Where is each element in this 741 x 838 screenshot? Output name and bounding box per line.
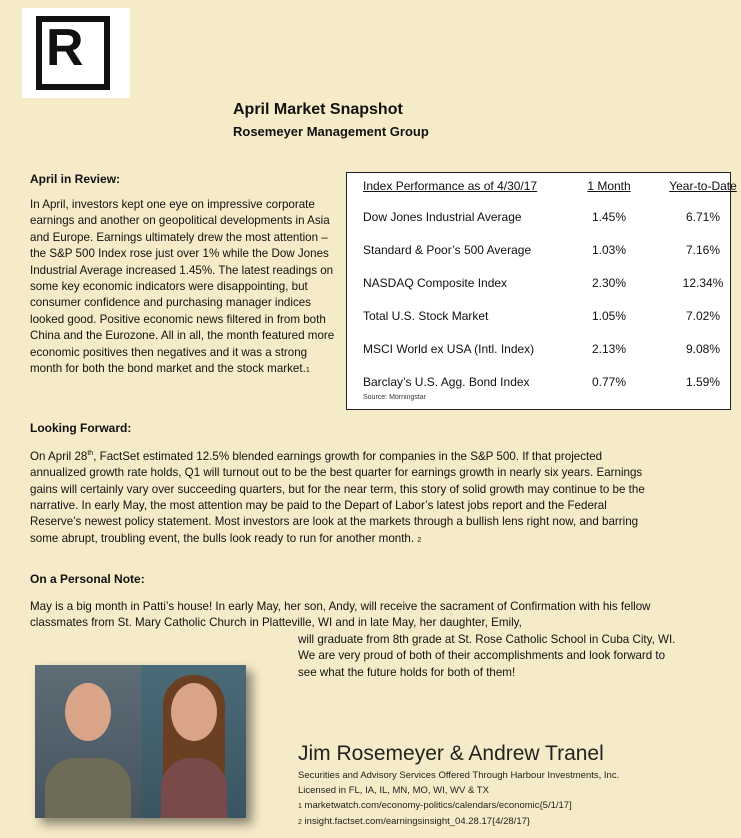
footer-ref-2 (298, 814, 619, 830)
page-title: April Market Snapshot (233, 101, 403, 118)
table-row (363, 375, 730, 391)
photo-daughter (141, 665, 247, 818)
one-month-value: 0.77% (591, 375, 627, 389)
ref-link[interactable]: insight.factset.com/earningsinsight_04.28.17{4/28/17} (304, 816, 531, 827)
one-month-value: 1.05% (591, 309, 627, 323)
table-row (363, 342, 730, 358)
company-logo (22, 8, 130, 98)
table-row (363, 309, 730, 325)
review-text: In April, investors kept one eye on impressive corporate earnings and another on geopolitical developments in Asia and Europe. Earnings ultimately drew the most attention – the S&P 500 Index rose just over 1% while the Dow Jones Industrial Average increased 1.45%. The latest readings on some key economic indicators were disappointing, but consumer confidence and purchasing manager indices looked good. Positive economic news filtered in from both China and the Eurozone. All in all, the month featured more economic positives then negatives and it was a strong month for both the bond market and the stock market. (30, 198, 335, 376)
forward-text-start: On April 28 (30, 449, 88, 463)
one-month-value: 2.30% (591, 276, 627, 290)
index-performance-table (346, 172, 737, 410)
forward-heading: Looking Forward: (30, 421, 132, 435)
ytd-value: 1.59% (685, 375, 721, 389)
index-name: Total U.S. Stock Market (363, 309, 489, 323)
signature-names: Jim Rosemeyer & Andrew Tranel (298, 742, 604, 765)
ytd-value: 9.08% (685, 342, 721, 356)
index-name: Dow Jones Industrial Average (363, 210, 522, 224)
index-name: MSCI World ex USA (Intl. Index) (363, 342, 535, 356)
ref-number: 1 (298, 803, 302, 810)
index-name: NASDAQ Composite Index (363, 276, 508, 290)
ytd-value: 7.16% (685, 243, 721, 257)
page-subtitle: Rosemeyer Management Group (233, 124, 429, 139)
ytd-value: 12.34% (682, 276, 724, 290)
footer-licenses: Licensed in FL, IA, IL, MN, MO, WI, WV & TX (298, 785, 489, 796)
one-month-value: 1.03% (591, 243, 627, 257)
ytd-value: 6.71% (685, 210, 721, 224)
ordinal-suffix: th (87, 450, 94, 457)
logo-letter: R (46, 19, 84, 77)
header-ytd: Year-to-Date (669, 179, 737, 193)
personal-body-2: will graduate from 8th grade at St. Rose Catholic School in Cuba City, WI. We are very proud of both of their accomplishments and look forward to see what the future holds for both of them! (298, 633, 676, 679)
footer-ref-1 (298, 798, 619, 814)
personal-heading: On a Personal Note: (30, 572, 145, 586)
personal-body-1: May is a big month in Patti’s house! In early May, her son, Andy, will receive the sacrament of Confirmation with his fellow classmates from St. Mary Catholic Church in Platteville, WI and in late May, her daughter, Emily, (30, 600, 651, 630)
ref-number: 2 (298, 819, 302, 826)
ref-link[interactable]: marketwatch.com/economy-politics/calendars/economic{5/1/17] (304, 800, 572, 811)
header-index: Index Performance as of 4/30/17 (363, 179, 538, 193)
one-month-value: 1.45% (591, 210, 627, 224)
table-source: Source: Morningstar (363, 394, 427, 401)
table-header (363, 179, 737, 195)
ytd-value: 7.02% (685, 309, 721, 323)
family-photo (35, 665, 246, 818)
footer-disclosure: Securities and Advisory Services Offered Through Harbour Investments, Inc. (298, 770, 620, 781)
forward-body (30, 446, 660, 549)
table-row (363, 243, 730, 259)
footnote-marker: 2 (417, 536, 422, 544)
photo-son (35, 665, 141, 818)
review-body (30, 197, 340, 379)
index-name: Barclay’s U.S. Agg. Bond Index (363, 375, 530, 389)
index-name: Standard & Poor’s 500 Average (363, 243, 532, 257)
table-row (363, 276, 730, 292)
review-heading: April in Review: (30, 172, 121, 186)
forward-text: , FactSet estimated 12.5% blended earnings growth for companies in the S&P 500. If that projected annualized growth rate holds, Q1 will turnout out to be the best quarter for earnings growth in nearly six years. Earnings gains will certainly vary over succeeding quarters, but for the near term, this story of solid growth may continue to be the narrative. In early May, the most attention may be paid to the Depart of Labor’s latest jobs report and the Federal Reserve’s newest policy statement. Most investors are look at the markets through a bullish lens right now, and barring some abrupt, troubling event, the bulls look ready to run for another month. (30, 449, 645, 545)
footnote-marker: 1 (305, 367, 310, 375)
table-row (363, 210, 730, 226)
header-1-month: 1 Month (587, 179, 631, 193)
one-month-value: 2.13% (591, 342, 627, 356)
footer (298, 768, 619, 830)
